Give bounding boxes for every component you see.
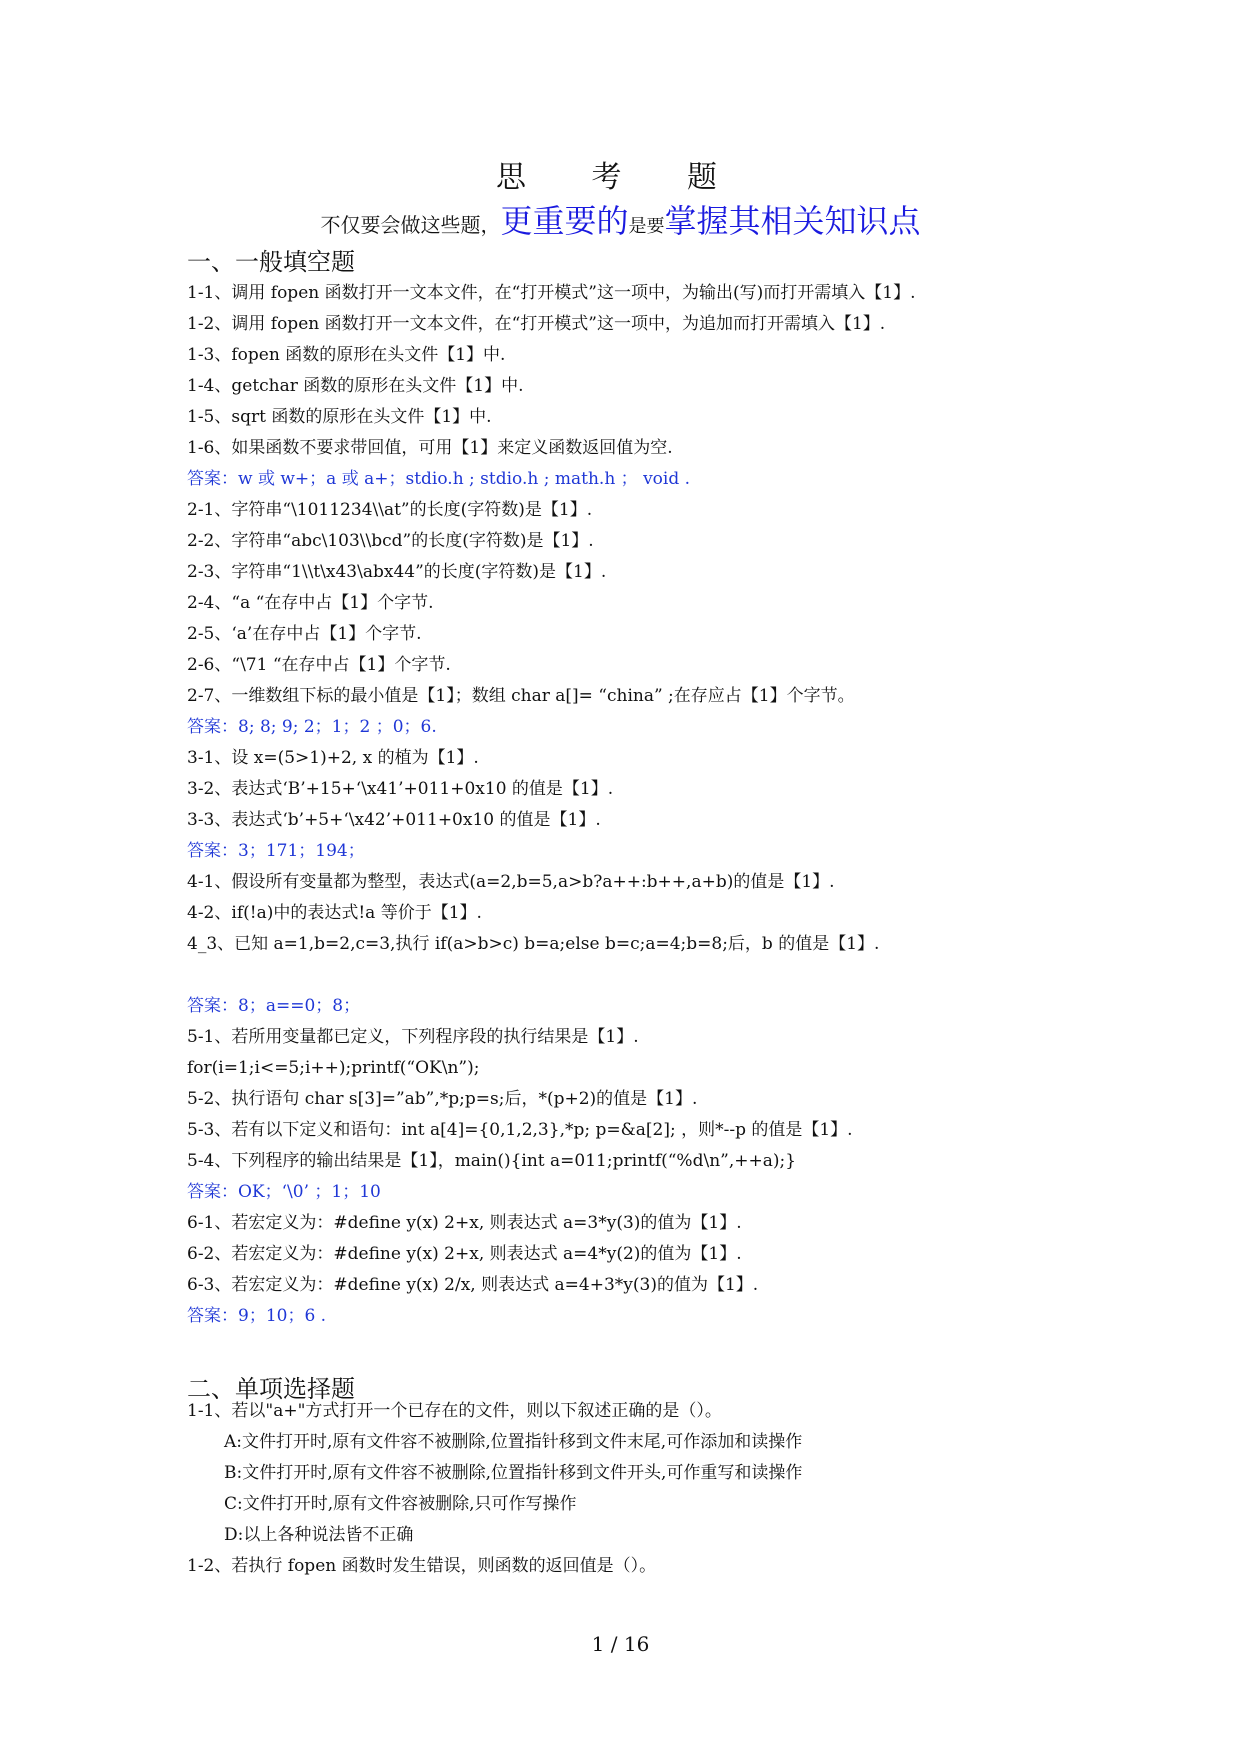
question-line: 5-1、若所用变量都已定义，下列程序段的执行结果是【1】. <box>187 1027 639 1047</box>
answer-line: 答案：8; 8; 9; 2；1；2 ；0；6. <box>187 717 437 737</box>
subtitle-part-2: 更重要的 <box>500 202 629 240</box>
question-line: 5-3、若有以下定义和语句：int a[4]={0,1,2,3},*p; p=&a[2]; ，则*--p 的值是【1】. <box>187 1120 853 1140</box>
subtitle-part-4: 掌握其相关知识点 <box>664 202 921 240</box>
question-line: 2-6、“\71 “在存中占【1】个字节. <box>187 655 451 675</box>
question-line: 1-1、调用 fopen 函数打开一文本文件，在“打开模式”这一项中，为输出(写)而打开需填入【1】. <box>187 283 916 303</box>
section-heading-fill-blank: 一、一般填空题 <box>187 248 355 276</box>
option-line: C:文件打开时,原有文件容被删除,只可作写操作 <box>224 1494 577 1514</box>
question-line: 5-4、下列程序的输出结果是【1】，main(){int a=011;printf(“%d\n”,++a);} <box>187 1151 797 1171</box>
question-line: 6-3、若宏定义为：#define y(x) 2/x, 则表达式 a=4+3*y(3)的值为【1】. <box>187 1275 759 1295</box>
question-line: 2-1、字符串“\1011234\\at”的长度(字符数)是【1】. <box>187 500 593 520</box>
page-title: 思 考 题 <box>495 160 746 195</box>
question-line: 2-7、一维数组下标的最小值是【1】；数组 char a[]= “china” ;在存应占【1】个字节。 <box>187 686 855 706</box>
question-line: 4_3、已知 a=1,b=2,c=3,执行 if(a>b>c) b=a;else b=c;a=4;b=8;后，b 的值是【1】. <box>187 934 880 954</box>
answer-line: 答案：3；171；194； <box>187 841 365 861</box>
page-subtitle <box>0 196 1241 242</box>
option-line: B:文件打开时,原有文件容不被删除,位置指针移到文件开头,可作重写和读操作 <box>224 1463 803 1483</box>
question-line: 4-2、if(!a)中的表达式!a 等价于【1】. <box>187 903 482 923</box>
question-line: 1-5、sqrt 函数的原形在头文件【1】中. <box>187 407 492 427</box>
question-line: 5-2、执行语句 char s[3]=”ab”,*p;p=s;后，*(p+2)的值是【1】. <box>187 1089 698 1109</box>
answer-line: 答案：OK；‘\0’ ；1；10 <box>187 1182 381 1202</box>
question-line: 6-1、若宏定义为：#define y(x) 2+x, 则表达式 a=3*y(3)的值为【1】. <box>187 1213 742 1233</box>
section-heading-single-choice: 二、单项选择题 <box>187 1375 355 1403</box>
question-line: 3-2、表达式‘B’+15+‘\x41’+011+0x10 的值是【1】. <box>187 779 614 799</box>
question-line: 1-3、fopen 函数的原形在头文件【1】中. <box>187 345 506 365</box>
question-line: for(i=1;i<=5;i++);printf(“OK\n”); <box>187 1058 480 1078</box>
answer-line: 答案：8；a==0；8； <box>187 996 361 1016</box>
question-line: 2-3、字符串“1\\t\x43\abx44”的长度(字符数)是【1】. <box>187 562 607 582</box>
question-line: 6-2、若宏定义为：#define y(x) 2+x, 则表达式 a=4*y(2)的值为【1】. <box>187 1244 742 1264</box>
page-number: 1 / 16 <box>591 1632 650 1656</box>
question-line: 1-6、如果函数不要求带回值，可用【1】来定义函数返回值为空. <box>187 438 673 458</box>
question-line: 1-2、调用 fopen 函数打开一文本文件，在“打开模式”这一项中，为追加而打开需填入【1】. <box>187 314 886 334</box>
question-line: 2-4、“a “在存中占【1】个字节. <box>187 593 434 613</box>
question-line: 1-1、若以"a+"方式打开一个已存在的文件，则以下叙述正确的是（）。 <box>187 1401 722 1421</box>
question-line: 2-5、‘a’在存中占【1】个字节. <box>187 624 422 644</box>
subtitle-part-3: 是要 <box>628 216 665 237</box>
answer-line: 答案：w 或 w+；a 或 a+；stdio.h ; stdio.h ; math.h ； void . <box>187 469 691 489</box>
subtitle-part-1: 不仅要会做这些题， <box>320 213 501 237</box>
question-line: 3-3、表达式‘b’+5+‘\x42’+011+0x10 的值是【1】. <box>187 810 601 830</box>
option-line: D:以上各种说法皆不正确 <box>224 1525 414 1545</box>
question-line: 4-1、假设所有变量都为整型，表达式(a=2,b=5,a>b?a++:b++,a+b)的值是【1】. <box>187 872 835 892</box>
question-line: 1-2、若执行 fopen 函数时发生错误，则函数的返回值是（）。 <box>187 1556 657 1576</box>
question-line: 3-1、设 x=(5>1)+2, x 的植为【1】. <box>187 748 479 768</box>
answer-line: 答案：9；10；6 . <box>187 1306 327 1326</box>
question-line: 2-2、字符串“abc\103\\bcd”的长度(字符数)是【1】. <box>187 531 594 551</box>
question-line: 1-4、getchar 函数的原形在头文件【1】中. <box>187 376 524 396</box>
option-line: A:文件打开时,原有文件容不被删除,位置指针移到文件末尾,可作添加和读操作 <box>224 1432 803 1452</box>
